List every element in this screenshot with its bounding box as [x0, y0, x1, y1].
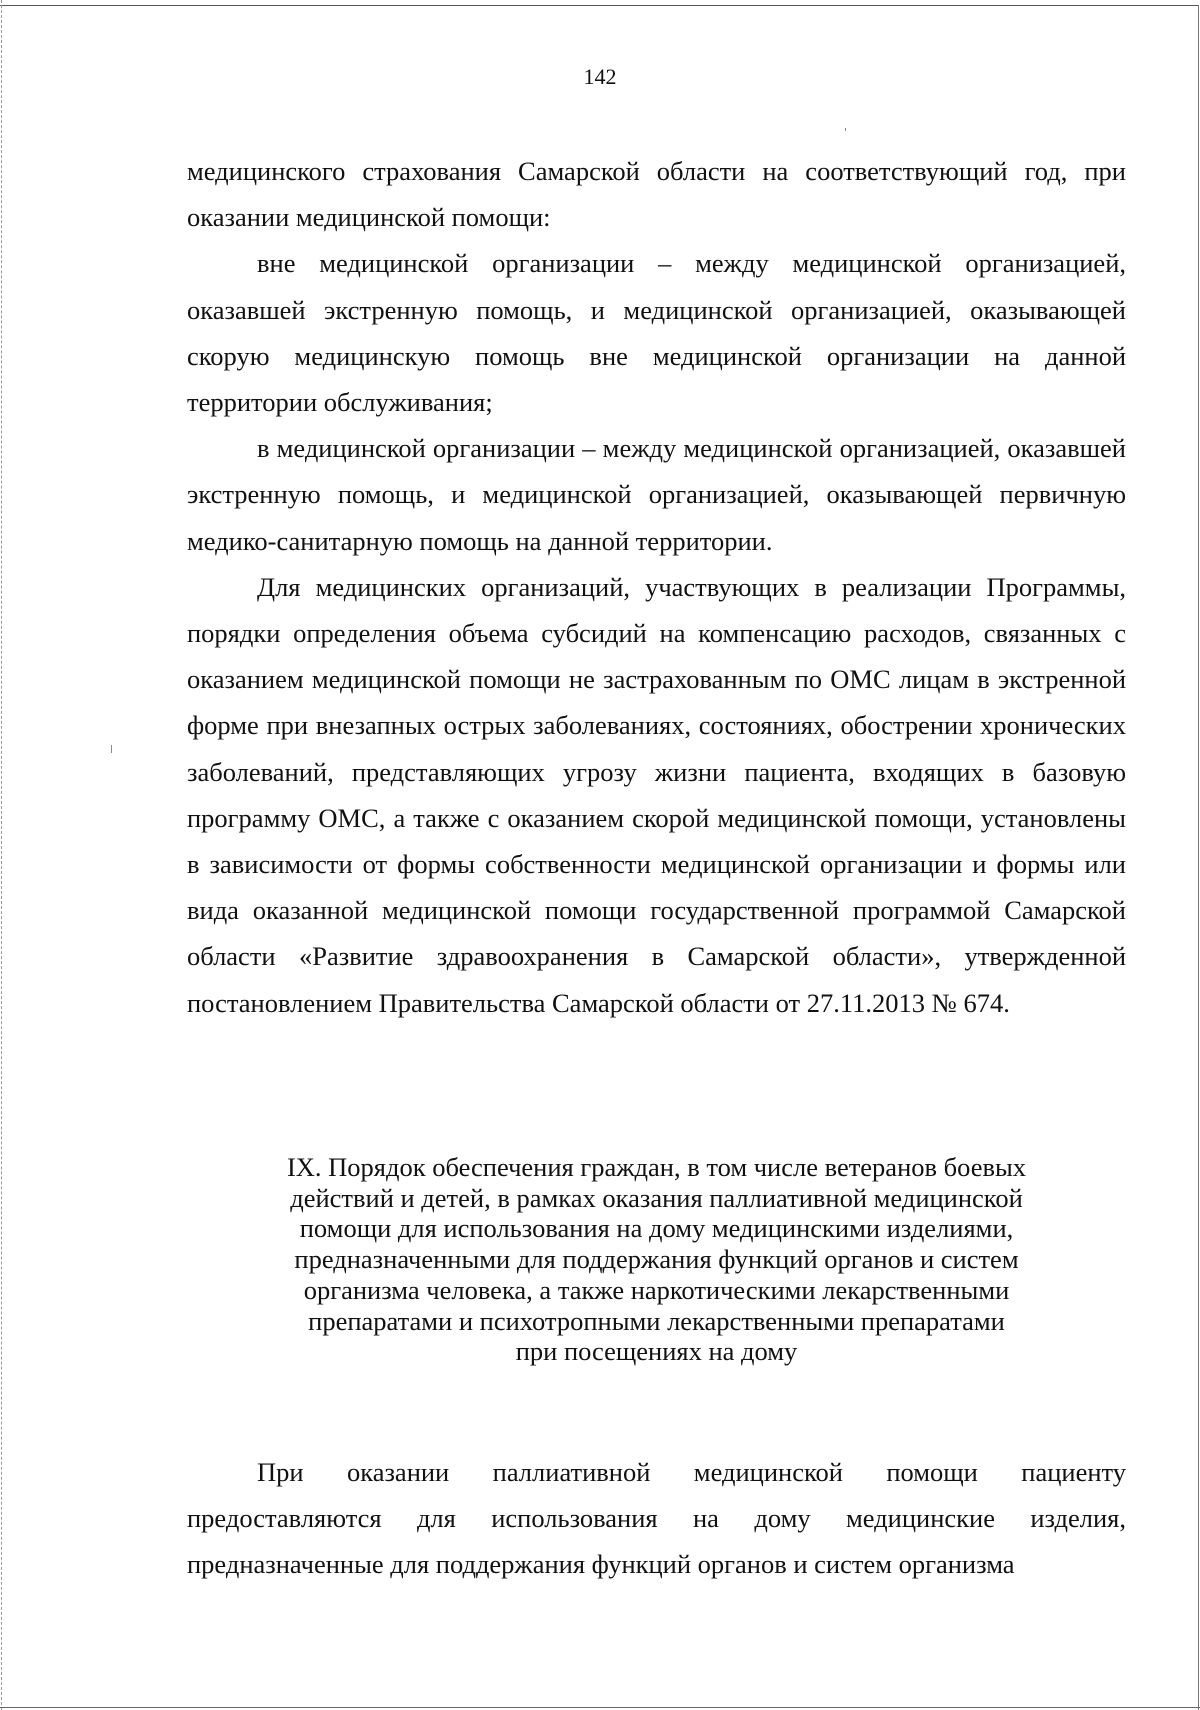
closing-text-block	[187, 1449, 1126, 1588]
section-heading-line: при посещениях на дому	[515, 1336, 798, 1367]
section-heading-line: препаратами и психотропными лекарственными препаратами	[308, 1305, 1005, 1336]
scan-edge-right	[1198, 5, 1199, 1710]
scan-edge-top	[0, 5, 1198, 6]
paragraph: вне медицинской организации – между медицинской организацией, оказавшей экстренную помощь, и медицинской организацией, оказывающей скорую медицинскую помощь вне медицинской организации на данной территории обслуживания;	[187, 248, 1126, 418]
section-heading-line: предназначенными для поддержания функций органов и систем	[294, 1244, 1019, 1275]
scan-edge-bottom	[0, 1707, 1200, 1708]
main-text-block	[187, 148, 1126, 1026]
section-heading-line: действий и детей, в рамках оказания паллиативной медицинской	[290, 1182, 1023, 1213]
paragraph: в медицинской организации – между медицинской организацией, оказавшей экстренную помощь, и медицинской организацией, оказывающей первичную медико-санитарную помощь на данной территории.	[187, 433, 1126, 556]
scan-edge-left	[1, 0, 3, 1710]
section-heading-line: помощи для использования на дому медицинскими изделиями,	[299, 1213, 1014, 1244]
section-heading-line: IX. Порядок обеспечения граждан, в том числе ветеранов боевых	[286, 1152, 1027, 1182]
page-number: 142	[583, 64, 617, 89]
paragraph: Для медицинских организаций, участвующих в реализации Программы, порядки определения объема субсидий на компенсацию расходов, связанных с оказанием медицинской помощи не застрахованным по ОМС лицам в экстренной форме при внезапных острых заболеваниях, состояниях, обострении хронических заболеваний, представляющих угрозу жизни пациента, входящих в базовую программу ОМС, а также с оказанием скорой медицинской помощи, установлены в зависимости от формы собственности медицинской организации и формы или вида оказанной медицинской помощи государственной программой Самарской области «Развитие здравоохранения в Самарской области», утвержденной постановлением Правительства Самарской области от 27.11.2013 № 674.	[187, 571, 1126, 1018]
scan-speck	[111, 745, 112, 753]
paragraph: медицинского страхования Самарской области на соответствующий год, при оказании медицинской помощи:	[187, 156, 1126, 233]
section-heading-line: организма человека, а также наркотическими лекарственными	[303, 1274, 1010, 1305]
scan-speck	[845, 128, 846, 131]
paragraph: При оказании паллиативной медицинской помощи пациенту предоставляются для использования на дому медицинские изделия, предназначенные для поддержания функций органов и систем организма	[187, 1457, 1126, 1580]
section-heading	[187, 1152, 1126, 1367]
